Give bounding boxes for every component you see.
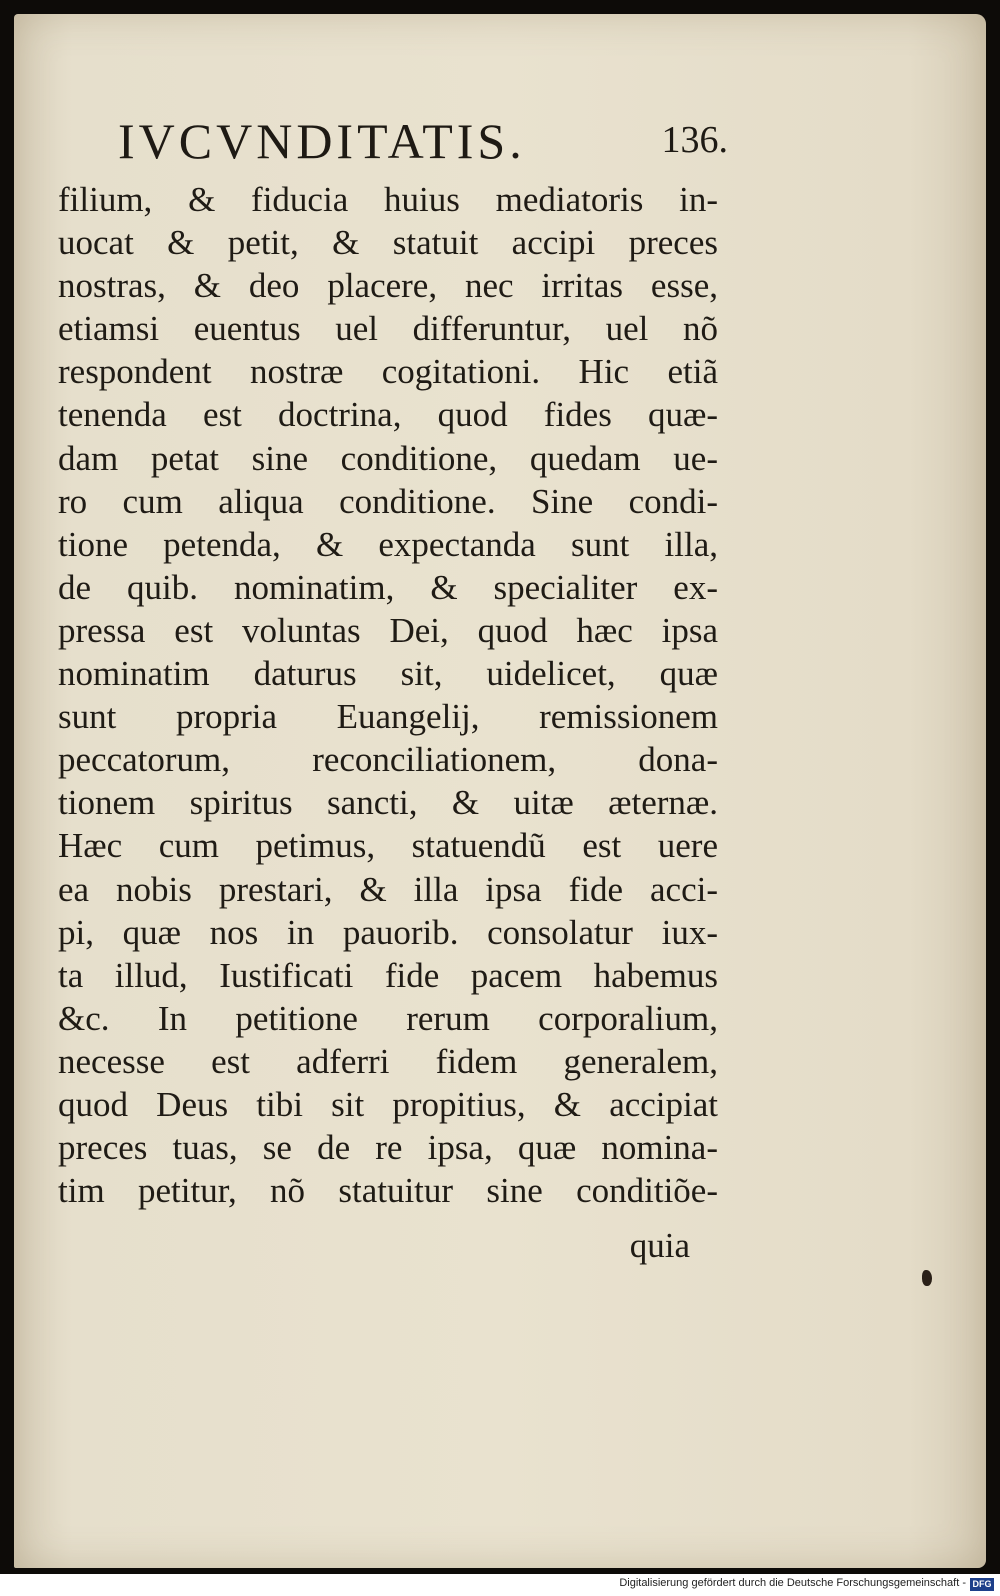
digitization-footer (0, 1574, 1000, 1596)
text-line: etiamsi euentus uel differuntur, uel nõ (58, 309, 718, 349)
dfg-logo: DFG (970, 1578, 994, 1591)
text-line: uocat & petit, & statuit accipi preces (58, 223, 718, 263)
text-line: ea nobis prestari, & illa ipsa fide acci- (58, 869, 718, 909)
running-title: IVCVNDITATIS. (118, 113, 526, 169)
text-line: pressa est voluntas Dei, quod hæc ipsa (58, 610, 718, 650)
text-line: Hæc cum petimus, statuendũ est uere (58, 826, 718, 866)
text-line: sunt propria Euangelij, remissionem (58, 697, 718, 737)
text-line: de quib. nominatim, & specialiter ex- (58, 567, 718, 607)
text-line: tionem spiritus sancti, & uitæ æternæ. (58, 783, 718, 823)
digitization-credit: Digitalisierung gefördert durch die Deutsche Forschungsgemeinschaft - (619, 1577, 966, 1589)
body-text (58, 178, 718, 1212)
text-line: necesse est adferri fidem generalem, (58, 1041, 718, 1081)
catchword: quia (629, 1226, 690, 1265)
page-number: 136. (661, 119, 728, 161)
text-line: tione petenda, & expectanda sunt illa, (58, 524, 718, 564)
text-line: &c. In petitione rerum corporalium, (58, 998, 718, 1038)
text-line: tenenda est doctrina, quod fides quæ- (58, 395, 718, 435)
text-line: dam petat sine conditione, quedam ue- (58, 438, 718, 478)
text-line: filium, & fiducia huius mediatoris in- (58, 180, 718, 219)
text-line: peccatorum, reconciliationem, dona- (58, 740, 718, 780)
book-page (14, 14, 986, 1568)
text-line: nostras, & deo placere, nec irritas esse, (58, 266, 718, 306)
text-line: pi, quæ nos in pauorib. consolatur iux- (58, 912, 718, 952)
text-line: tim petitur, nõ statuitur sine conditiõe- (58, 1171, 718, 1211)
text-line: nominatim daturus sit, uidelicet, quæ (58, 654, 718, 694)
text-line: preces tuas, se de re ipsa, quæ nomina- (58, 1128, 718, 1168)
text-line: ta illud, Iustificati fide pacem habemus (58, 955, 718, 995)
text-line: quod Deus tibi sit propitius, & accipiat (58, 1084, 718, 1124)
text-line: ro cum aliqua conditione. Sine condi- (58, 481, 718, 521)
page-header (118, 112, 728, 176)
text-line: respondent nostræ cogitationi. Hic etiã (58, 352, 718, 392)
ink-speck (922, 1270, 932, 1286)
